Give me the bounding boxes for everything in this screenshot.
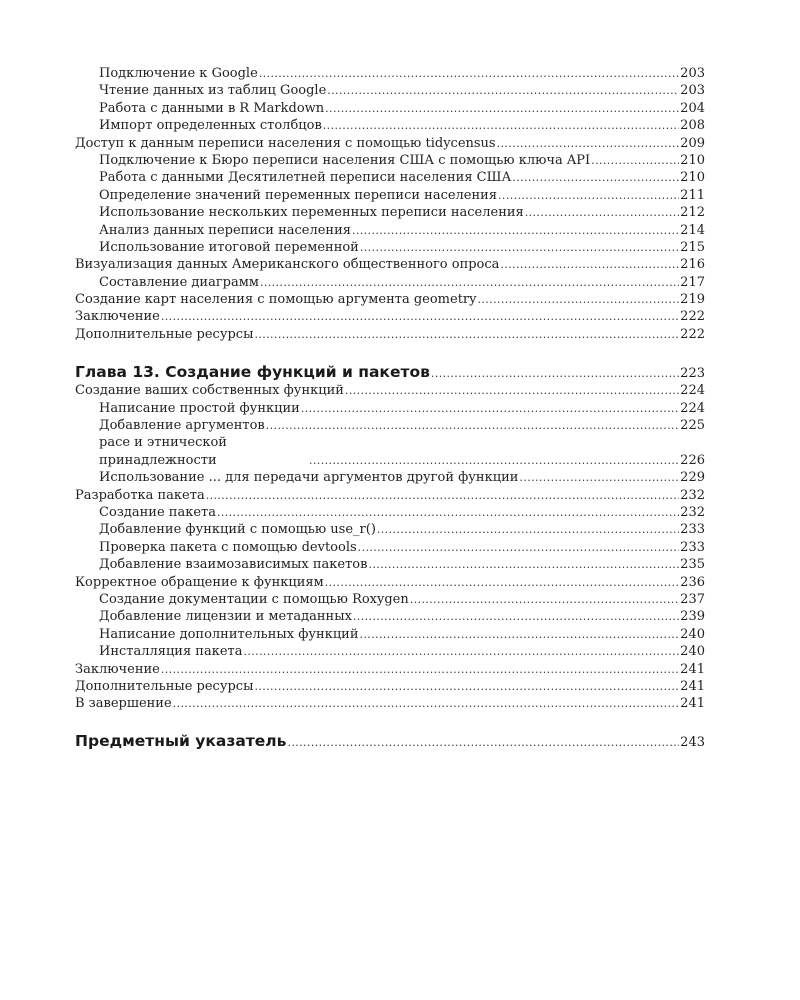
toc-entry [75, 591, 705, 608]
toc-page-number: 243 [680, 734, 705, 750]
toc-entry [75, 222, 705, 239]
toc-page-number: 232 [680, 487, 705, 503]
toc-entry-title: Использование ... для передачи аргументов другой функции [99, 470, 519, 486]
toc-entry [75, 400, 705, 417]
toc-entry-title: Инсталляция пакета [99, 644, 243, 660]
toc-leader [259, 65, 679, 82]
toc-leader [325, 100, 679, 117]
toc-entry-title: Определение значений переменных переписи населения [99, 187, 498, 203]
toc-leader [497, 135, 680, 152]
toc-page-number: 210 [680, 170, 705, 186]
toc-page-number: 241 [680, 678, 705, 694]
toc-entry-title: Использование нескольких переменных переписи населения [99, 205, 524, 221]
toc-section [75, 308, 705, 325]
toc-page-number: 235 [680, 557, 705, 573]
toc-page-number: 210 [680, 152, 705, 168]
toc-entry [75, 204, 705, 221]
toc-leader [323, 117, 679, 134]
toc-entry-title: Добавление функций с помощью use_r() [99, 522, 376, 538]
toc-page-number: 222 [680, 309, 705, 325]
toc-entry-title: расе и этнической принадлежности [99, 435, 227, 468]
toc-page-number: 240 [680, 644, 705, 660]
toc-leader [377, 521, 679, 538]
toc-leader [325, 574, 679, 591]
toc-leader [161, 308, 679, 325]
toc-leader [525, 204, 679, 221]
toc-entry-title: Создание документации с помощью Roxygen [99, 591, 409, 607]
toc-entry-title: Создание ваших собственных функций [75, 383, 344, 399]
toc-leader [500, 256, 679, 273]
toc-page-number: 203 [680, 66, 705, 81]
toc-section [75, 678, 705, 695]
toc-section [75, 256, 705, 273]
toc-entry [75, 504, 705, 521]
toc-page-number: 232 [680, 505, 705, 520]
toc-page-number: 233 [680, 539, 705, 555]
toc-chapter-heading [75, 362, 705, 382]
toc-page-number: 237 [680, 591, 705, 607]
toc-leader [309, 452, 679, 469]
spacer [75, 343, 705, 362]
toc-page-number: 236 [680, 574, 705, 590]
toc-page-number: 223 [680, 366, 705, 382]
toc-section [75, 661, 705, 678]
toc-entry-title: Подключение к Бюро переписи населения США с помощью ключа API [99, 152, 591, 168]
toc-entry-title: Создание пакета [99, 505, 216, 520]
toc-entry-title: Дополнительные ресурсы [75, 326, 254, 342]
toc-page-number: 239 [680, 609, 705, 625]
toc-leader [161, 661, 679, 678]
toc-leader [243, 643, 679, 660]
toc-entry [75, 556, 705, 573]
toc-entry-title: Написание дополнительных функций [99, 626, 359, 642]
toc-page-number: 240 [680, 626, 705, 642]
spacer [75, 713, 705, 731]
toc-leader [266, 417, 679, 434]
toc-section [75, 487, 705, 504]
toc-page-number: 219 [680, 292, 705, 308]
toc-leader [254, 326, 679, 343]
toc-leader [358, 539, 680, 556]
toc-leader [360, 239, 679, 256]
toc-page-number: 225 [680, 418, 705, 434]
toc-leader [301, 400, 679, 417]
toc-entry [75, 187, 705, 204]
toc-leader [206, 487, 679, 504]
toc-entry-title: Чтение данных из таблиц Google [99, 83, 327, 99]
toc-page-number: 215 [680, 239, 705, 255]
toc-entry [75, 239, 705, 256]
toc-entry-title: Добавление аргументов [99, 418, 265, 434]
toc-leader [410, 591, 679, 608]
toc-entry [75, 82, 705, 99]
toc-page-number: 241 [680, 696, 705, 712]
toc-page-number: 203 [680, 83, 705, 99]
toc-leader [477, 291, 679, 308]
table-of-contents [75, 65, 705, 751]
toc-page-number: 222 [680, 326, 705, 342]
toc-entry [75, 152, 705, 169]
toc-entry [75, 117, 705, 134]
toc-section [75, 135, 705, 152]
toc-leader [512, 169, 679, 186]
toc-leader [431, 362, 679, 382]
toc-entry-title: Использование итоговой переменной [99, 239, 359, 255]
toc-page-number: 226 [680, 452, 705, 468]
toc-section [75, 695, 705, 712]
toc-leader [519, 469, 679, 486]
toc-leader [327, 82, 679, 99]
toc-entry-title: Работа с данными в R Markdown [99, 100, 325, 116]
toc-page-number: 229 [680, 470, 705, 486]
toc-index-heading [75, 731, 705, 751]
toc-leader [345, 382, 679, 399]
toc-leader [287, 731, 679, 751]
toc-page-number: 224 [680, 400, 705, 416]
toc-page-number: 224 [680, 383, 705, 399]
toc-entry [75, 469, 705, 486]
toc-section [75, 574, 705, 591]
toc-entry-title: Написание простой функции [99, 400, 300, 416]
toc-leader [173, 695, 680, 712]
toc-leader [498, 187, 679, 204]
toc-entry [75, 539, 705, 556]
toc-page-number: 211 [680, 187, 705, 203]
toc-leader [254, 678, 679, 695]
toc-entry-title: Работа с данными Десятилетней переписи населения США [99, 170, 512, 186]
toc-entry-title: Визуализация данных Американского общественного опроса [75, 257, 500, 273]
toc-page-number: 204 [680, 100, 705, 116]
toc-leader [352, 222, 679, 239]
toc-entry-title: Анализ данных переписи населения [99, 222, 351, 238]
toc-entry [75, 521, 705, 538]
toc-leader [353, 608, 679, 625]
toc-entry [75, 643, 705, 660]
toc-page-number: 241 [680, 661, 705, 677]
toc-page-number: 209 [680, 135, 705, 151]
toc-leader [217, 504, 679, 521]
toc-leader [260, 274, 679, 291]
toc-entry [75, 100, 705, 117]
toc-page-number: 216 [680, 257, 705, 273]
toc-entry-title: В завершение [75, 696, 172, 712]
toc-leader [368, 556, 679, 573]
toc-entry-title: Проверка пакета с помощью devtools [99, 539, 357, 555]
toc-entry-title: Добавление взаимозависимых пакетов [99, 557, 368, 573]
toc-section [75, 326, 705, 343]
toc-chapter-title: Глава 13. Создание функций и пакетов [75, 363, 430, 382]
toc-entry [75, 274, 705, 291]
toc-page-number: 214 [680, 222, 705, 238]
toc-section [75, 291, 705, 308]
toc-entry-title: Добавление лицензии и метаданных [99, 609, 352, 625]
toc-entry-title: Составление диаграмм [99, 274, 259, 290]
toc-leader [360, 626, 680, 643]
toc-section [75, 382, 705, 399]
toc-entry [75, 65, 705, 82]
toc-entry-title: Разработка пакета [75, 487, 205, 503]
toc-entry [75, 434, 705, 469]
toc-entry [75, 626, 705, 643]
toc-entry [75, 417, 705, 434]
toc-entry-title: Создание карт населения с помощью аргумента geometry [75, 292, 477, 308]
toc-chapter-title: Предметный указатель [75, 731, 287, 750]
toc-entry-title: Доступ к данным переписи населения с помощью tidycensus [75, 135, 496, 151]
toc-leader [591, 152, 679, 169]
toc-entry-title: Подключение к Google [99, 66, 258, 81]
toc-page-number: 212 [680, 205, 705, 221]
toc-page-number: 217 [680, 274, 705, 290]
toc-entry-title: Импорт определенных столбцов [99, 118, 322, 134]
toc-entry [75, 169, 705, 186]
toc-entry-title: Дополнительные ресурсы [75, 678, 254, 694]
toc-page-number: 208 [680, 118, 705, 134]
toc-entry [75, 608, 705, 625]
toc-page-number: 233 [680, 522, 705, 538]
toc-entry-title: Корректное обращение к функциям [75, 574, 324, 590]
toc-entry-title: Заключение [75, 309, 160, 325]
toc-entry-title: Заключение [75, 661, 160, 677]
